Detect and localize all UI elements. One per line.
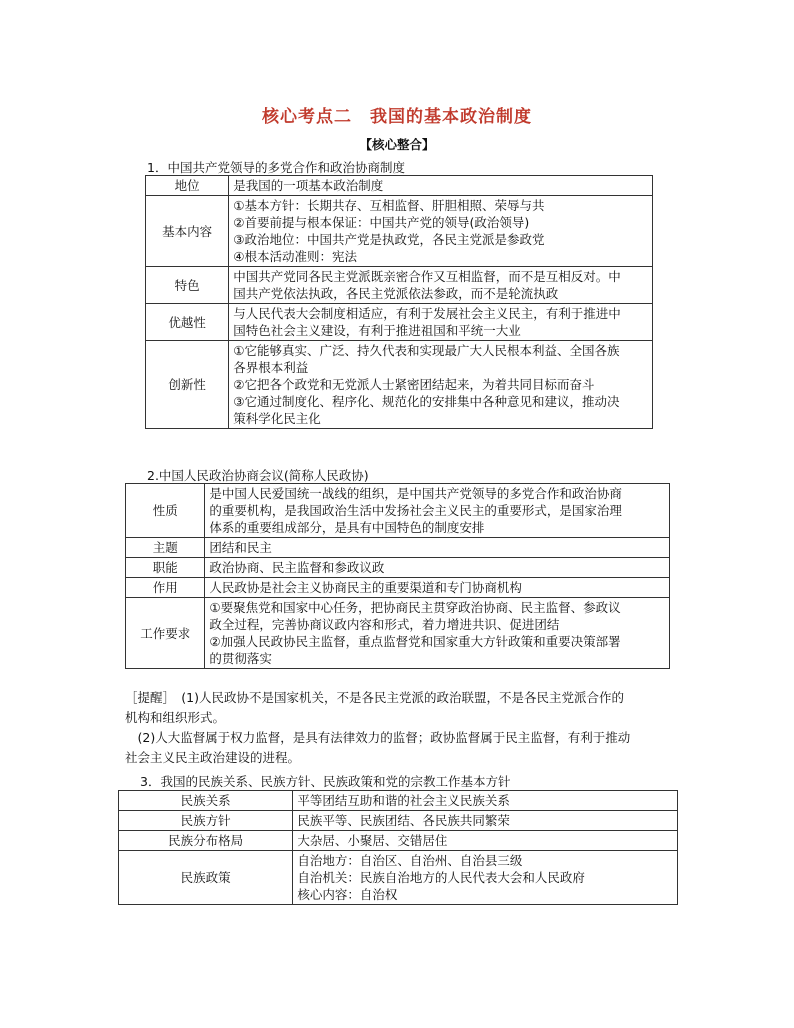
table-row (119, 831, 678, 851)
cell-line: ①它能够真实、广泛、持久代表和实现最广大人民根本利益、全国各族 (233, 343, 620, 358)
row-value-cell (229, 176, 653, 196)
cell-line: 的贯彻落实 (209, 651, 272, 666)
cell-line: 策科学化民主化 (233, 411, 321, 426)
reminder-paragraph (125, 688, 685, 768)
page-title: 核心考点二 我国的基本政治制度 (262, 107, 532, 127)
cell-line: ④根本活动准则：宪法 (233, 249, 358, 264)
row-key-cell: 民族方针 (119, 811, 293, 831)
cell-line: 自治机关：民族自治地方的人民代表大会和人民政府 (297, 870, 585, 885)
section-subheading: 【核心整合】 (359, 137, 435, 152)
row-value-cell (205, 578, 670, 598)
cell-line: 团结和民主 (209, 540, 272, 555)
section1-table (145, 175, 653, 429)
reminder-line: ［提醒］ (1)人民政协不是国家机关，不是各民主党派的政治联盟，不是各民主党派合作的 (125, 690, 624, 705)
row-key-cell: 特色 (146, 267, 229, 304)
reminder-line: (2)人大监督属于权力监督，是具有法律效力的监督；政协监督属于民主监督，有利于推动 (125, 730, 631, 745)
table-row (146, 304, 653, 341)
row-key-cell: 创新性 (146, 341, 229, 429)
cell-line: 的重要机构，是我国政治生活中发扬社会主义民主的重要形式，是国家治理 (209, 503, 622, 518)
cell-line: 人民政协是社会主义协商民主的重要渠道和专门协商机构 (209, 580, 522, 595)
section3-table (118, 790, 678, 905)
row-value-cell (229, 341, 653, 429)
cell-line: 大杂居、小聚居、交错居住 (297, 833, 448, 848)
row-value-cell (229, 196, 653, 267)
table-row (126, 484, 670, 538)
cell-line: ③它通过制度化、程序化、规范化的安排集中各种意见和建议，推动决 (233, 394, 620, 409)
row-key-cell: 地位 (146, 176, 229, 196)
cell-line: 与人民代表大会制度相适应，有利于发展社会主义民主，有利于推进中 (233, 306, 621, 321)
section2-heading: 2.中国人民政治协商会议(简称人民政协) (147, 468, 369, 483)
row-key-cell: 工作要求 (126, 598, 205, 669)
cell-line: 自治地方：自治区、自治州、自治县三级 (297, 853, 523, 868)
cell-line: 国共产党依法执政，各民主党派依法参政，而不是轮流执政 (233, 286, 559, 301)
row-value-cell (205, 538, 670, 558)
row-value-cell (229, 267, 653, 304)
row-key-cell: 民族关系 (119, 791, 293, 811)
row-key-cell: 民族政策 (119, 851, 293, 905)
cell-line: ②它把各个政党和无党派人士紧密团结起来，为着共同目标而奋斗 (233, 377, 595, 392)
row-value-cell (293, 831, 678, 851)
cell-line: ②加强人民政协民主监督，重点监督党和国家重大方针政策和重要决策部署 (209, 634, 621, 649)
reminder-line: 机构和组织形式。 (125, 710, 226, 725)
row-value-cell (205, 598, 670, 669)
cell-line: 体系的重要组成部分，是具有中国特色的制度安排 (209, 520, 485, 535)
table-row (126, 538, 670, 558)
cell-line: ②首要前提与根本保证：中国共产党的领导(政治领导) (233, 215, 530, 230)
row-value-cell (293, 851, 678, 905)
cell-line: ③政治地位：中国共产党是执政党，各民主党派是参政党 (233, 232, 545, 247)
cell-line: 各界根本利益 (233, 360, 309, 375)
row-key-cell: 民族分布格局 (119, 831, 293, 851)
row-value-cell (229, 304, 653, 341)
row-key-cell: 性质 (126, 484, 205, 538)
row-value-cell (293, 791, 678, 811)
cell-line: 是中国人民爱国统一战线的组织，是中国共产党领导的多党合作和政治协商 (209, 486, 622, 501)
cell-line: ①基本方针：长期共存、互相监督、肝胆相照、荣辱与共 (233, 198, 545, 213)
cell-line: 政治协商、民主监督和参政议政 (209, 560, 385, 575)
table-row (119, 791, 678, 811)
row-value-cell (205, 558, 670, 578)
row-key-cell: 作用 (126, 578, 205, 598)
table-row (146, 267, 653, 304)
table-row (126, 558, 670, 578)
table-row (146, 196, 653, 267)
table-row (126, 578, 670, 598)
reminder-line: 社会主义民主政治建设的进程。 (125, 750, 301, 765)
table-row (119, 851, 678, 905)
row-key-cell: 优越性 (146, 304, 229, 341)
cell-line: 平等团结互助和谐的社会主义民族关系 (297, 793, 510, 808)
row-key-cell: 基本内容 (146, 196, 229, 267)
cell-line: 中国共产党同各民主党派既亲密合作又互相监督，而不是互相反对。中 (233, 269, 621, 284)
cell-line: ①要聚焦党和国家中心任务，把协商民主贯穿政治协商、民主监督、参政议 (209, 600, 621, 615)
row-key-cell: 职能 (126, 558, 205, 578)
table-row (146, 341, 653, 429)
cell-line: 是我国的一项基本政治制度 (233, 178, 384, 193)
section1-heading: 1．中国共产党领导的多党合作和政治协商制度 (147, 160, 405, 175)
cell-line: 国特色社会主义建设，有利于推进祖国和平统一大业 (233, 323, 521, 338)
table-row (146, 176, 653, 196)
table-row (119, 811, 678, 831)
cell-line: 民族平等、民族团结、各民族共同繁荣 (297, 813, 510, 828)
cell-line: 核心内容：自治权 (297, 887, 398, 902)
row-value-cell (293, 811, 678, 831)
row-key-cell: 主题 (126, 538, 205, 558)
section2-table (125, 483, 670, 669)
section3-heading: 3．我国的民族关系、民族方针、民族政策和党的宗教工作基本方针 (140, 774, 511, 789)
table-row (126, 598, 670, 669)
row-value-cell (205, 484, 670, 538)
cell-line: 政全过程，完善协商议政内容和形式，着力增进共识、促进团结 (209, 617, 560, 632)
